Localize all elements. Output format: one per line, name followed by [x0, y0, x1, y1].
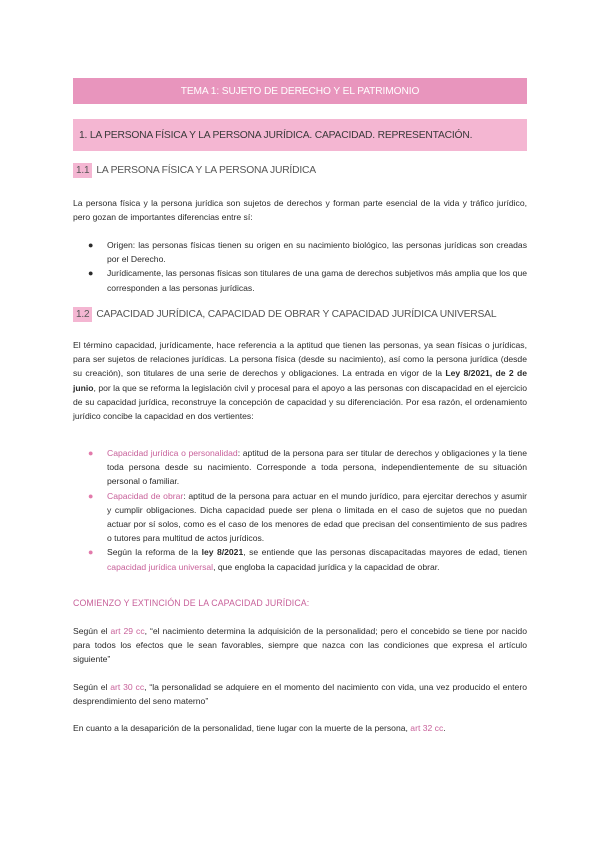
list-item: ● Jurídicamente, las personas físicas son titulares de una gama de derechos subjetivos más amplia que los que corresponden a las personas jurídicas. [88, 268, 527, 293]
topic-title-bar [73, 78, 527, 104]
bullet-icon: ● [88, 490, 94, 501]
topic-title: TEMA 1: SUJETO DE DERECHO Y EL PATRIMONIO [180, 85, 420, 97]
capacity-bullet-list [73, 446, 527, 574]
bullet-icon: ● [88, 448, 94, 458]
bullet-icon: ● [88, 268, 94, 279]
list-item: ● Capacidad jurídica o personalidad: aptitud de la persona para ser titular de derechos y obligaciones y la tiene toda persona desde su nacimiento. Corresponde a toda persona, independientemente de su situación personal o familiar. [88, 448, 527, 487]
subsection-number: 1.2 [73, 307, 92, 322]
art29-paragraph: Según el art 29 cc, “el nacimiento determina la adquisición de la personalidad; pero el concebido se tiene por nacido para todos los efectos que le sean favorables, siempre que nazca con las condiciones que expresa el artículo siguiente” [73, 626, 527, 665]
subsection-title: CAPACIDAD JURÍDICA, CAPACIDAD DE OBRAR Y CAPACIDAD JURÍDICA UNIVERSAL [96, 309, 497, 320]
origin-bullet-list [73, 238, 527, 295]
art30-paragraph: Según el art 30 cc, “la personalidad se adquiere en el momento del nacimiento con vida, una vez producido el entero desprendimiento del seno materno” [73, 682, 527, 707]
section-title-bar [73, 119, 527, 151]
art32-paragraph: En cuanto a la desaparición de la personalidad, tiene lugar con la muerte de la persona, art 32 cc. [73, 723, 446, 733]
subsection-heading-1-2 [73, 307, 496, 322]
article-link[interactable]: art 32 cc [410, 723, 444, 733]
subsection-heading-1-1 [73, 163, 316, 178]
article-link[interactable]: art 29 cc [110, 626, 145, 636]
law-reference: Ley 8/2021, de 2 de junio [73, 368, 527, 393]
term-highlight: Capacidad de obrar [107, 490, 184, 501]
list-item: ● Según la reforma de la ley 8/2021, se entiende que las personas discapacitadas mayores de edad, tienen capacidad jurídica universal, que engloba la capacidad jurídica y la capacidad de obrar. [88, 547, 527, 572]
article-link[interactable]: art 30 cc [110, 682, 145, 692]
subsection-number: 1.1 [73, 163, 92, 178]
term-highlight: capacidad jurídica universal [107, 561, 214, 572]
term-highlight: Capacidad jurídica o personalidad [107, 448, 238, 458]
subsection-title: LA PERSONA FÍSICA Y LA PERSONA JURÍDICA [96, 165, 316, 176]
capacity-subheading: COMIENZO Y EXTINCIÓN DE LA CAPACIDAD JURÍDICA: [73, 598, 310, 608]
bullet-icon: ● [88, 547, 94, 558]
section-title: 1. LA PERSONA FÍSICA Y LA PERSONA JURÍDICA. CAPACIDAD. REPRESENTACIÓN. [79, 129, 473, 141]
law-reference: ley 8/2021 [201, 547, 244, 558]
bullet-icon: ● [88, 240, 94, 250]
intro-paragraph: La persona física y la persona jurídica son sujetos de derechos y forman parte esencial de la vida y tráfico jurídico, pero gozan de importantes diferencias entre sí: [73, 198, 527, 223]
list-item: ● Origen: las personas físicas tienen su origen en su nacimiento biológico, las personas jurídicas son creadas por el Derecho. [88, 240, 527, 265]
list-item: ● Capacidad de obrar: aptitud de la persona para actuar en el mundo jurídico, para ejercitar derechos y asumir y cumplir obligaciones. Dicha capacidad puede ser plena o limitada en el caso de sujetos que no puedan actuar por sí solos, como es el caso de los menores de edad que precisan del consentimiento de sus padres o tutores para multitud de actos jurídicos. [88, 490, 527, 544]
capacity-paragraph: El término capacidad, jurídicamente, hace referencia a la aptitud que tienen las personas, ya sean físicas o jurídicas, para ser sujetos de relaciones jurídicas. La persona física (desde su nacimiento), así como la persona jurídica (desde su creación), son titulares de una serie de derechos y obligaciones. La entrada en vigor de la Ley 8/2021, de 2 de junio, por la que se reforma la legislación civil y procesal para el apoyo a las personas con discapacidad en el ejercicio de su capacidad jurídica, reconstruye la concepción de capacidad y su diferenciación. Por esa razón, el ordenamiento jurídico concibe la capacidad en dos vertientes: [73, 340, 527, 422]
